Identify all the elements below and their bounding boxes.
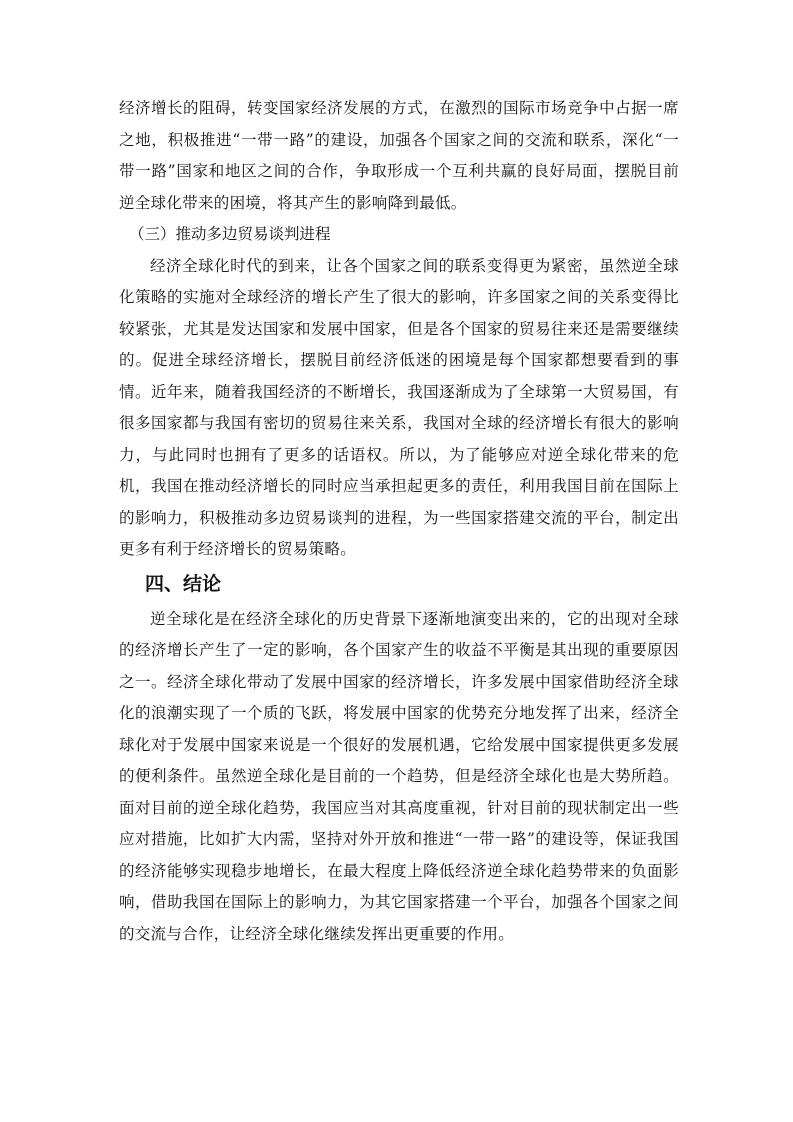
continuation-paragraph: 经济增长的阻碍，转变国家经济发展的方式，在激烈的国际市场竞争中占据一席之地，积极推进“一带一路”的建设，加强各个国家之间的交流和联系，深化“一带一路”国家和地区之间的合作，争取形成一个互利共赢的良好局面，摆脱目前逆全球化带来的困境，将其产生的影响降到最低。: [119, 99, 679, 212]
heading-conclusion: 四、结论: [145, 572, 222, 595]
conclusion-paragraph: 逆全球化是在经济全球化的历史背景下逐渐地演变出来的，它的出现对全球的经济增长产生了一定的影响，各个国家产生的收益不平衡是其出现的重要原因之一。经济全球化带动了发展中国家的经济增长，许多发展中国家借助经济全球化的浪潮实现了一个质的飞跃，将发展中国家的优势充分地发挥了出来，经济全球化对于发展中国家来说是一个很好的发展机遇，它给发展中国家提供更多发展的便利条件。虽然逆全球化是目前的一个趋势，但是经济全球化也是大势所趋。面对目前的逆全球化趋势，我国应当对其高度重视，针对目前的现状制定出一些应对措施，比如扩大内需，坚持对外开放和推进“一带一路”的建设等，保证我国的经济能够实现稳步地增长，在最大程度上降低经济逆全球化趋势带来的负面影响，借助我国在国际上的影响力，为其它国家搭建一个平台，加强各个国家之间的交流与合作，让经济全球化继续发挥出更重要的作用。: [119, 609, 679, 943]
document-page: [119, 93, 679, 950]
section-3-paragraph: 经济全球化时代的到来，让各个国家之间的联系变得更为紧密，虽然逆全球化策略的实施对全球经济的增长产生了很大的影响，许多国家之间的关系变得比较紧张，尤其是发达国家和发展中国家，但是各个国家的贸易往来还是需要继续的。促进全球经济增长，摆脱目前经济低迷的困境是每个国家都想要看到的事情。近年来，随着我国经济的不断增长，我国逐渐成为了全球第一大贸易国，有很多国家都与我国有密切的贸易往来关系，我国对全球的经济增长有很大的影响力，与此同时也拥有了更多的话语权。所以，为了能够应对逆全球化带来的危机，我国在推动经济增长的同时应当承担起更多的责任，利用我国目前在国际上的影响力，积极推动多边贸易谈判的进程，为一些国家搭建交流的平台，制定出更多有利于经济增长的贸易策略。: [119, 256, 679, 558]
subheading-multilateral-trade: （三）推动多边贸易谈判进程: [129, 225, 331, 243]
